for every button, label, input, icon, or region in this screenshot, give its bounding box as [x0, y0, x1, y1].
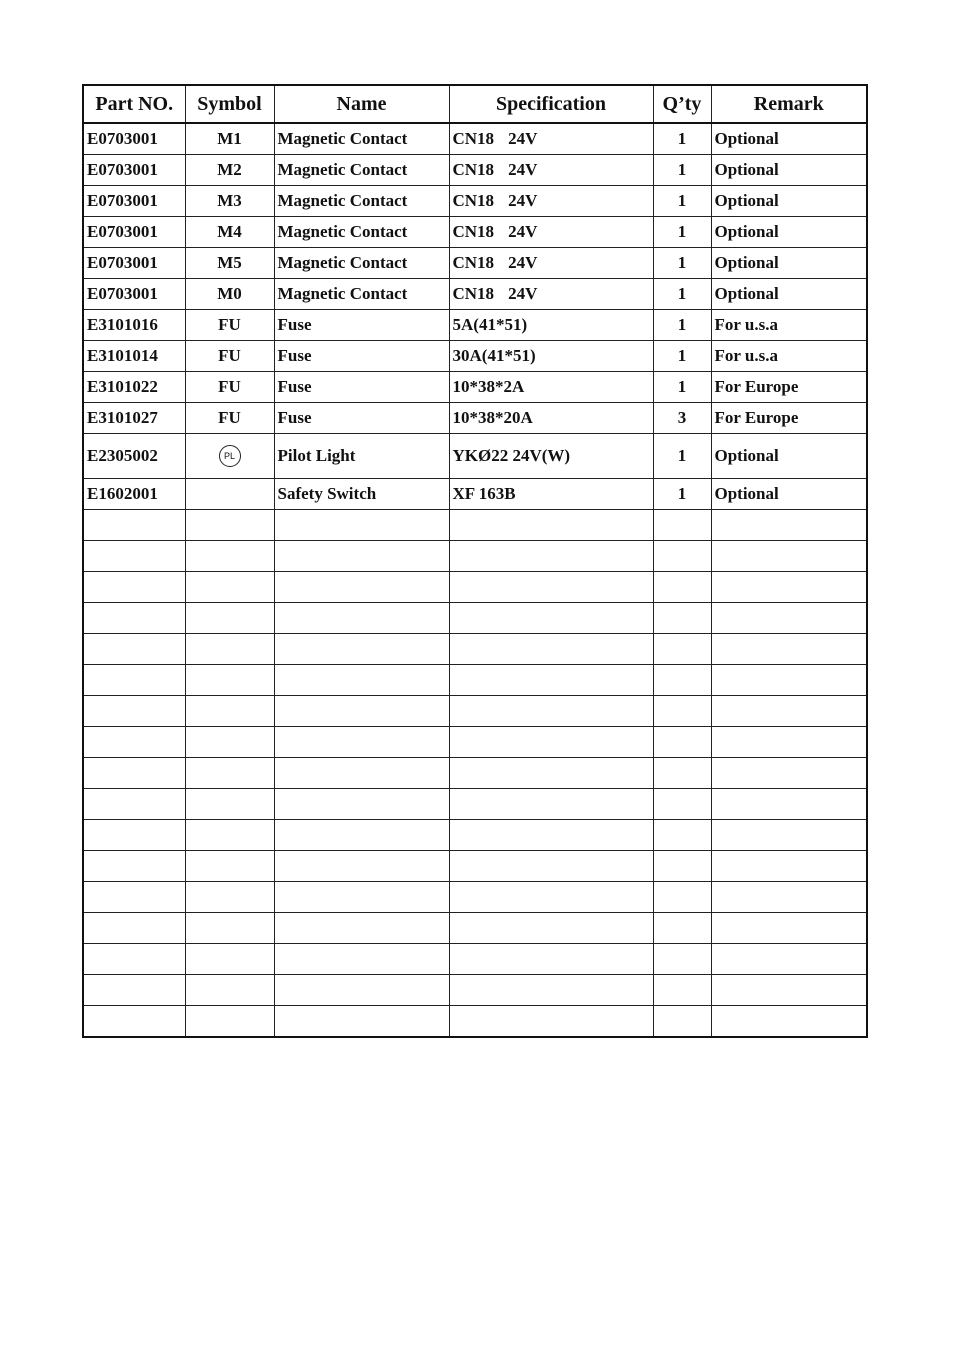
cell-symbol: FU	[185, 372, 274, 403]
empty-cell	[185, 820, 274, 851]
empty-cell	[653, 727, 711, 758]
cell-symbol	[185, 479, 274, 510]
empty-cell	[83, 603, 185, 634]
empty-cell	[83, 975, 185, 1006]
cell-specification	[449, 403, 653, 434]
cell-symbol: M4	[185, 217, 274, 248]
spec-primary: CN18	[452, 222, 495, 241]
empty-cell	[83, 944, 185, 975]
empty-cell	[185, 572, 274, 603]
empty-table-row	[83, 665, 867, 696]
empty-cell	[274, 944, 449, 975]
header-part-no: Part NO.	[83, 85, 185, 123]
spec-primary: 30A(41*51)	[452, 346, 536, 365]
spec-primary: CN18	[452, 284, 495, 303]
empty-table-row	[83, 634, 867, 665]
spec-primary: 10*38*20A	[452, 408, 533, 427]
empty-cell	[83, 758, 185, 789]
cell-remark: Optional	[711, 155, 867, 186]
cell-remark: Optional	[711, 434, 867, 479]
empty-cell	[83, 541, 185, 572]
cell-part-no: E0703001	[83, 248, 185, 279]
cell-qty: 1	[653, 310, 711, 341]
table-row	[83, 155, 867, 186]
empty-cell	[711, 541, 867, 572]
spec-primary: YKØ22 24V(W)	[452, 446, 571, 465]
empty-table-row	[83, 572, 867, 603]
spec-voltage: 24V	[508, 160, 538, 179]
cell-specification	[449, 155, 653, 186]
empty-cell	[83, 727, 185, 758]
empty-cell	[653, 882, 711, 913]
cell-name: Fuse	[274, 310, 449, 341]
cell-specification	[449, 123, 653, 155]
empty-cell	[711, 727, 867, 758]
empty-cell	[711, 603, 867, 634]
cell-name: Magnetic Contact	[274, 123, 449, 155]
cell-specification	[449, 372, 653, 403]
cell-remark: For u.s.a	[711, 341, 867, 372]
empty-cell	[185, 913, 274, 944]
empty-cell	[653, 944, 711, 975]
cell-specification	[449, 248, 653, 279]
cell-symbol: M1	[185, 123, 274, 155]
empty-cell	[711, 510, 867, 541]
empty-table-row	[83, 1006, 867, 1038]
empty-cell	[185, 789, 274, 820]
cell-qty: 1	[653, 279, 711, 310]
cell-symbol: FU	[185, 403, 274, 434]
empty-cell	[653, 1006, 711, 1038]
empty-cell	[185, 603, 274, 634]
cell-qty: 1	[653, 479, 711, 510]
cell-specification	[449, 279, 653, 310]
empty-cell	[185, 758, 274, 789]
pilot-light-symbol-icon: PL	[219, 445, 241, 467]
empty-cell	[653, 510, 711, 541]
cell-qty: 1	[653, 186, 711, 217]
empty-cell	[274, 975, 449, 1006]
empty-table-row	[83, 789, 867, 820]
empty-cell	[711, 789, 867, 820]
cell-remark: For Europe	[711, 403, 867, 434]
empty-cell	[274, 1006, 449, 1038]
spec-voltage: 24V	[508, 129, 538, 148]
empty-cell	[185, 975, 274, 1006]
empty-cell	[653, 572, 711, 603]
cell-name: Fuse	[274, 372, 449, 403]
cell-remark: Optional	[711, 123, 867, 155]
empty-cell	[185, 510, 274, 541]
empty-cell	[274, 758, 449, 789]
cell-symbol	[185, 434, 274, 479]
cell-remark: Optional	[711, 186, 867, 217]
empty-cell	[83, 665, 185, 696]
empty-table-row	[83, 944, 867, 975]
empty-cell	[711, 1006, 867, 1038]
cell-qty: 3	[653, 403, 711, 434]
spec-primary: 10*38*2A	[452, 377, 525, 396]
table-row	[83, 123, 867, 155]
empty-cell	[274, 541, 449, 572]
cell-symbol: FU	[185, 341, 274, 372]
empty-cell	[449, 789, 653, 820]
empty-cell	[83, 820, 185, 851]
empty-cell	[711, 975, 867, 1006]
table-body	[83, 123, 867, 1037]
spec-voltage: 24V	[508, 222, 538, 241]
cell-remark: For u.s.a	[711, 310, 867, 341]
empty-cell	[711, 696, 867, 727]
empty-cell	[711, 634, 867, 665]
header-symbol: Symbol	[185, 85, 274, 123]
table-row	[83, 248, 867, 279]
empty-table-row	[83, 510, 867, 541]
empty-cell	[653, 913, 711, 944]
empty-cell	[653, 634, 711, 665]
cell-qty: 1	[653, 155, 711, 186]
cell-part-no: E1602001	[83, 479, 185, 510]
table-row	[83, 217, 867, 248]
empty-cell	[449, 758, 653, 789]
empty-cell	[83, 851, 185, 882]
spec-voltage: 24V	[508, 253, 538, 272]
empty-cell	[185, 882, 274, 913]
empty-cell	[449, 913, 653, 944]
spec-voltage: 24V	[508, 191, 538, 210]
empty-cell	[185, 696, 274, 727]
empty-cell	[274, 603, 449, 634]
empty-cell	[449, 820, 653, 851]
cell-specification	[449, 434, 653, 479]
empty-cell	[449, 882, 653, 913]
empty-cell	[449, 541, 653, 572]
empty-cell	[274, 820, 449, 851]
empty-cell	[83, 789, 185, 820]
cell-part-no: E0703001	[83, 279, 185, 310]
cell-name: Magnetic Contact	[274, 217, 449, 248]
empty-cell	[185, 851, 274, 882]
empty-cell	[711, 572, 867, 603]
empty-cell	[653, 975, 711, 1006]
cell-name: Magnetic Contact	[274, 155, 449, 186]
spec-primary: CN18	[452, 129, 495, 148]
spec-primary: CN18	[452, 191, 495, 210]
cell-qty: 1	[653, 248, 711, 279]
header-specification: Specification	[449, 85, 653, 123]
empty-cell	[653, 696, 711, 727]
cell-specification	[449, 341, 653, 372]
empty-cell	[449, 727, 653, 758]
cell-remark: For Europe	[711, 372, 867, 403]
cell-remark: Optional	[711, 279, 867, 310]
spec-primary: 5A(41*51)	[452, 315, 528, 334]
cell-remark: Optional	[711, 479, 867, 510]
empty-cell	[83, 572, 185, 603]
empty-cell	[274, 510, 449, 541]
empty-table-row	[83, 882, 867, 913]
table-row	[83, 403, 867, 434]
table-row	[83, 434, 867, 479]
cell-name: Safety Switch	[274, 479, 449, 510]
empty-table-row	[83, 820, 867, 851]
spec-primary: CN18	[452, 253, 495, 272]
empty-table-row	[83, 913, 867, 944]
table-row	[83, 341, 867, 372]
cell-part-no: E3101016	[83, 310, 185, 341]
empty-cell	[83, 1006, 185, 1038]
spec-primary: CN18	[452, 160, 495, 179]
empty-cell	[83, 882, 185, 913]
empty-cell	[185, 634, 274, 665]
empty-cell	[185, 1006, 274, 1038]
empty-cell	[653, 851, 711, 882]
cell-symbol: M2	[185, 155, 274, 186]
cell-name: Magnetic Contact	[274, 279, 449, 310]
cell-qty: 1	[653, 372, 711, 403]
empty-table-row	[83, 603, 867, 634]
empty-cell	[449, 603, 653, 634]
empty-cell	[274, 634, 449, 665]
parts-list-sheet	[82, 84, 866, 1038]
empty-cell	[274, 789, 449, 820]
table-header-row	[83, 85, 867, 123]
empty-cell	[449, 634, 653, 665]
empty-cell	[83, 696, 185, 727]
cell-specification	[449, 217, 653, 248]
empty-cell	[274, 572, 449, 603]
empty-cell	[653, 665, 711, 696]
empty-cell	[711, 820, 867, 851]
cell-qty: 1	[653, 123, 711, 155]
empty-cell	[653, 758, 711, 789]
empty-cell	[83, 913, 185, 944]
table-row	[83, 310, 867, 341]
empty-cell	[449, 665, 653, 696]
cell-part-no: E0703001	[83, 186, 185, 217]
table-row	[83, 279, 867, 310]
cell-specification	[449, 310, 653, 341]
spec-voltage: 24V	[508, 284, 538, 303]
empty-cell	[653, 789, 711, 820]
header-name: Name	[274, 85, 449, 123]
cell-part-no: E3101027	[83, 403, 185, 434]
empty-cell	[711, 851, 867, 882]
empty-table-row	[83, 758, 867, 789]
cell-part-no: E0703001	[83, 217, 185, 248]
empty-cell	[185, 944, 274, 975]
table-row	[83, 372, 867, 403]
empty-cell	[711, 913, 867, 944]
cell-name: Pilot Light	[274, 434, 449, 479]
parts-table	[82, 84, 868, 1038]
empty-cell	[449, 851, 653, 882]
cell-name: Magnetic Contact	[274, 248, 449, 279]
empty-cell	[711, 665, 867, 696]
cell-specification	[449, 186, 653, 217]
header-remark: Remark	[711, 85, 867, 123]
empty-cell	[449, 944, 653, 975]
empty-cell	[274, 696, 449, 727]
header-qty: Q’ty	[653, 85, 711, 123]
empty-cell	[185, 541, 274, 572]
spec-primary: XF 163B	[452, 484, 516, 503]
empty-table-row	[83, 541, 867, 572]
cell-symbol: M0	[185, 279, 274, 310]
cell-qty: 1	[653, 341, 711, 372]
table-row	[83, 186, 867, 217]
cell-remark: Optional	[711, 248, 867, 279]
empty-cell	[653, 603, 711, 634]
cell-part-no: E0703001	[83, 155, 185, 186]
empty-cell	[653, 541, 711, 572]
empty-cell	[711, 944, 867, 975]
empty-cell	[274, 727, 449, 758]
cell-part-no: E3101014	[83, 341, 185, 372]
empty-cell	[274, 665, 449, 696]
empty-cell	[449, 510, 653, 541]
empty-cell	[449, 1006, 653, 1038]
empty-cell	[449, 975, 653, 1006]
cell-part-no: E2305002	[83, 434, 185, 479]
cell-name: Magnetic Contact	[274, 186, 449, 217]
cell-qty: 1	[653, 217, 711, 248]
cell-part-no: E0703001	[83, 123, 185, 155]
cell-remark: Optional	[711, 217, 867, 248]
empty-table-row	[83, 975, 867, 1006]
empty-cell	[449, 696, 653, 727]
empty-cell	[185, 727, 274, 758]
empty-cell	[711, 758, 867, 789]
empty-cell	[185, 665, 274, 696]
empty-cell	[653, 820, 711, 851]
empty-cell	[274, 851, 449, 882]
empty-cell	[83, 634, 185, 665]
cell-part-no: E3101022	[83, 372, 185, 403]
cell-symbol: M3	[185, 186, 274, 217]
cell-name: Fuse	[274, 403, 449, 434]
empty-table-row	[83, 696, 867, 727]
cell-symbol: M5	[185, 248, 274, 279]
cell-qty: 1	[653, 434, 711, 479]
cell-symbol: FU	[185, 310, 274, 341]
empty-cell	[449, 572, 653, 603]
empty-table-row	[83, 851, 867, 882]
cell-name: Fuse	[274, 341, 449, 372]
empty-cell	[274, 913, 449, 944]
empty-cell	[274, 882, 449, 913]
cell-specification	[449, 479, 653, 510]
empty-cell	[83, 510, 185, 541]
empty-table-row	[83, 727, 867, 758]
empty-cell	[711, 882, 867, 913]
table-row	[83, 479, 867, 510]
